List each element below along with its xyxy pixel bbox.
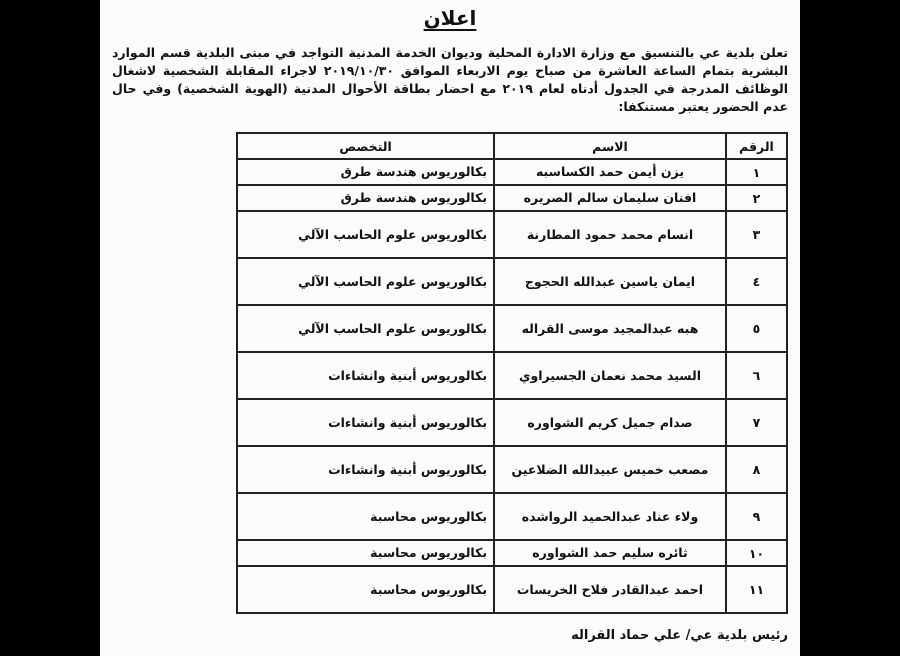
row-number: ٨ xyxy=(726,446,787,493)
row-number: ٧ xyxy=(726,399,787,446)
row-specialization: بكالوريوس محاسبة xyxy=(237,493,494,540)
table-row xyxy=(237,399,787,446)
row-name: احمد عبدالقادر فلاح الخريسات xyxy=(494,566,726,613)
table-row xyxy=(237,352,787,399)
row-name: مصعب خميس عبيدالله الضلاعين xyxy=(494,446,726,493)
row-name: يزن أيمن حمد الكساسبه xyxy=(494,159,726,185)
table-row xyxy=(237,540,787,566)
row-number: ١ xyxy=(726,159,787,185)
row-specialization: بكالوريوس محاسبة xyxy=(237,566,494,613)
row-name: صدام جميل كريم الشواوره xyxy=(494,399,726,446)
row-name: ولاء عناد عبدالحميد الرواشده xyxy=(494,493,726,540)
table-row xyxy=(237,566,787,613)
right-letterbox xyxy=(800,0,900,656)
candidates-table xyxy=(236,132,788,614)
header-specialization: التخصص xyxy=(237,133,494,159)
notice-body: تعلن بلدية عي بالتنسيق مع وزارة الادارة المحلية وديوان الخدمة المدنية التواجد في مبنى البلدية قسم الموارد البشرية بتمام الساعة العاشرة من صباح يوم الاربعاء الموافق ٢٠١٩/١٠/٣٠ لاجراء المقابلة الشخصية لاشغال الوظائف المدرجة في الجدول أدناه لعام ٢٠١٩ مع احضار بطاقة الأحوال المدنية (الهوية الشخصية) وفي حال عدم الحضور يعتبر مستنكفا: xyxy=(112,45,789,114)
signature-line: رئيس بلدية عي/ علي حماد القراله xyxy=(571,628,788,643)
row-specialization: بكالوريوس محاسبة xyxy=(237,540,494,566)
row-name: انسام محمد حمود المطارنة xyxy=(494,211,726,258)
row-number: ١١ xyxy=(726,566,787,613)
row-number: ٦ xyxy=(726,352,787,399)
table-row xyxy=(237,493,787,540)
table-header-row xyxy=(237,133,787,159)
newspaper-notice xyxy=(100,0,800,656)
notice-title: اعلان xyxy=(423,6,477,30)
left-letterbox xyxy=(0,0,100,656)
table-row xyxy=(237,159,787,185)
row-name: هبه عبدالمجيد موسى القراله xyxy=(494,305,726,352)
row-specialization: بكالوريوس أبنية وانشاءات xyxy=(237,446,494,493)
row-number: ١٠ xyxy=(726,540,787,566)
row-name: ثائره سليم حمد الشواوره xyxy=(494,540,726,566)
row-number: ٤ xyxy=(726,258,787,305)
row-specialization: بكالوريوس هندسة طرق xyxy=(237,185,494,211)
row-number: ٥ xyxy=(726,305,787,352)
row-specialization: بكالوريوس هندسة طرق xyxy=(237,159,494,185)
row-name: السيد محمد نعمان الجسيراوي xyxy=(494,352,726,399)
row-number: ٣ xyxy=(726,211,787,258)
row-number: ٩ xyxy=(726,493,787,540)
table-row xyxy=(237,258,787,305)
row-specialization: بكالوريوس أبنية وانشاءات xyxy=(237,399,494,446)
table-row xyxy=(237,305,787,352)
table-row xyxy=(237,185,787,211)
table-row xyxy=(237,446,787,493)
header-number: الرقم xyxy=(726,133,787,159)
table-row xyxy=(237,211,787,258)
row-specialization: بكالوريوس علوم الحاسب الآلي xyxy=(237,305,494,352)
row-number: ٢ xyxy=(726,185,787,211)
row-specialization: بكالوريوس أبنية وانشاءات xyxy=(237,352,494,399)
row-name: ايمان ياسين عبدالله الحجوج xyxy=(494,258,726,305)
row-name: افنان سليمان سالم الصريره xyxy=(494,185,726,211)
header-name: الاسم xyxy=(494,133,726,159)
row-specialization: بكالوريوس علوم الحاسب الآلي xyxy=(237,211,494,258)
row-specialization: بكالوريوس علوم الحاسب الآلي xyxy=(237,258,494,305)
